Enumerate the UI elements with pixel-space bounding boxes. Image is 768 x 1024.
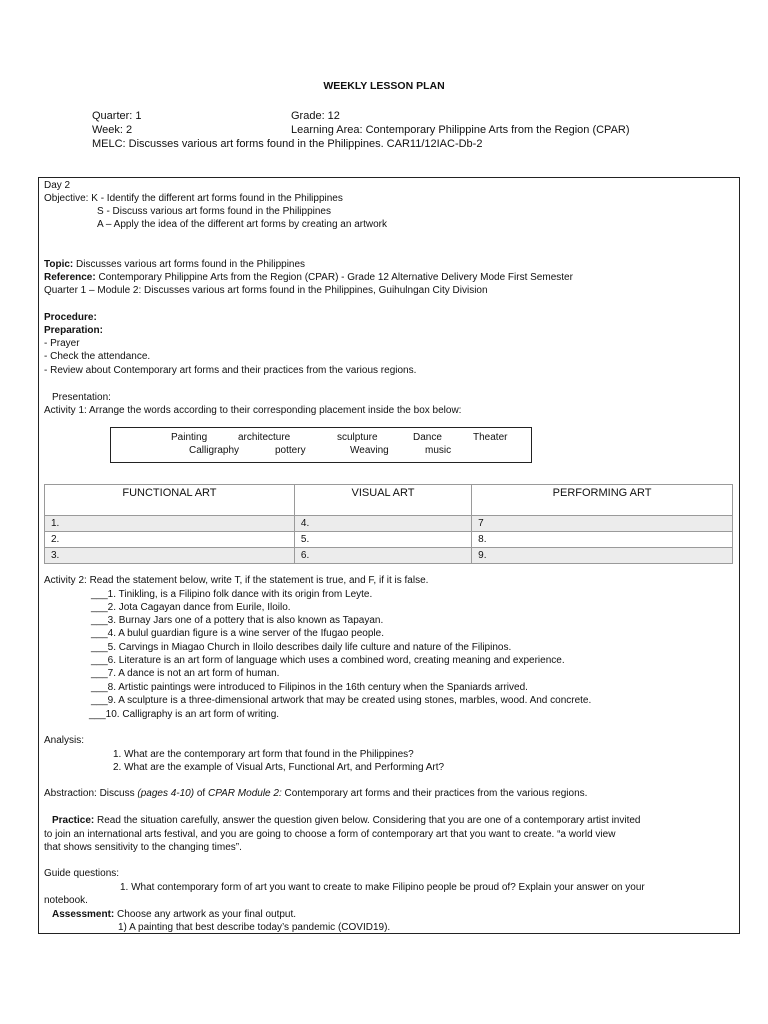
step-prayer: - Prayer (44, 338, 80, 349)
practice-label: Practice: (52, 815, 95, 826)
word-item: music (425, 445, 452, 456)
true-false-item: ___10. Calligraphy is an art form of writing. (89, 709, 280, 720)
practice-line-1 (52, 814, 641, 827)
word-item: Painting (171, 432, 208, 443)
table-row (45, 532, 733, 548)
word-item: Calligraphy (189, 445, 240, 456)
quarter-label: Quarter: 1 (92, 110, 142, 122)
table-cell[interactable]: 3. (45, 548, 295, 564)
word-item: Theater (473, 432, 508, 443)
true-false-item: ___9. A sculpture is a three-dimensional artwork that may be created using stones, marbles, wood. And concrete. (91, 695, 592, 706)
true-false-item: ___7. A dance is not an art form of human. (91, 668, 280, 679)
step-review: - Review about Contemporary art forms and their practices from the various regions. (44, 365, 417, 376)
table-row (45, 516, 733, 532)
table-cell[interactable]: 6. (294, 548, 471, 564)
assessment-label: Assessment: (52, 909, 115, 920)
objective-k: Objective: K - Identify the different art forms found in the Philippines (44, 193, 343, 204)
true-false-item: ___6. Literature is an art form of language which uses a combined word, creating meaning and experience. (91, 655, 565, 666)
guide-question-cont: notebook. (44, 895, 88, 906)
topic-line (44, 258, 305, 271)
word-item: pottery (275, 445, 306, 456)
abstraction-module: CPAR Module 2: (207, 788, 282, 799)
analysis-question: 2. What are the example of Visual Arts, Functional Art, and Performing Art? (113, 762, 445, 773)
practice-line-3: that shows sensitivity to the changing times”. (44, 842, 242, 853)
abstraction-of: of (194, 788, 208, 799)
document-title: WEEKLY LESSON PLAN (323, 80, 445, 92)
true-false-item: ___2. Jota Cagayan dance from Eurile, Iloilo. (91, 602, 291, 613)
word-item: sculpture (337, 432, 378, 443)
true-false-item: ___5. Carvings in Miagao Church in Iloilo describes daily life culture and nature of the Filipinos. (91, 642, 512, 653)
guide-question: 1. What contemporary form of art you want to create to make Filipino people be proud of? Explain your answer on your (120, 882, 645, 893)
learning-area-label: Learning Area: Contemporary Philippine Arts from the Region (CPAR) (291, 124, 630, 136)
procedure-label: Procedure: (44, 312, 97, 323)
header-visual-art: VISUAL ART (294, 485, 471, 516)
header-functional-art: FUNCTIONAL ART (45, 485, 295, 516)
abstraction-prefix: Abstraction: Discuss (44, 788, 138, 799)
reference-text: Contemporary Philippine Arts from the Region (CPAR) - Grade 12 Alternative Delivery Mode First Semester (95, 272, 573, 283)
word-item: Dance (413, 432, 442, 443)
true-false-item: ___8. Artistic paintings were introduced to Filipinos in the 16th century when the Spaniards arrived. (91, 682, 528, 693)
table-header-row (45, 485, 733, 516)
reference-line (44, 271, 573, 284)
abstraction-text: Contemporary art forms and their practices from the various regions. (281, 788, 588, 799)
practice-line-2: to join an international arts festival, and you are going to choose a form of contemporary art that you want to create. “a world view (44, 829, 616, 840)
table-cell[interactable]: 9. (472, 548, 733, 564)
word-bank-box (110, 427, 532, 463)
table-cell[interactable]: 8. (472, 532, 733, 548)
true-false-item: ___3. Burnay Jars one of a pottery that is also known as Tapayan. (91, 615, 384, 626)
header-performing-art: PERFORMING ART (472, 485, 733, 516)
objective-a: A – Apply the idea of the different art forms by creating an artwork (97, 219, 387, 230)
abstraction-line (44, 787, 587, 800)
table-cell[interactable]: 2. (45, 532, 295, 548)
art-forms-table (44, 484, 733, 564)
practice-text: Read the situation carefully, answer the question given below. Considering that you are one of a contemporary artist invited (94, 815, 641, 826)
analysis-question: 1. What are the contemporary art form that found in the Philippines? (113, 749, 414, 760)
word-item: Weaving (350, 445, 389, 456)
true-false-item: ___1. Tinikling, is a Filipino folk dance with its origin from Leyte. (91, 589, 373, 600)
topic-label: Topic: (44, 259, 74, 270)
abstraction-pages: (pages 4-10) (137, 788, 195, 799)
reference-line-2: Quarter 1 – Module 2: Discusses various art forms found in the Philippines, Guihulngan City Division (44, 285, 488, 296)
guide-questions-label: Guide questions: (44, 868, 120, 879)
week-label: Week: 2 (92, 124, 133, 136)
activity2-instruction: Activity 2: Read the statement below, write T, if the statement is true, and F, if it is false. (44, 575, 429, 586)
table-cell[interactable]: 4. (294, 516, 471, 532)
word-item: architecture (238, 432, 291, 443)
table-cell[interactable]: 7 (472, 516, 733, 532)
melc-label: MELC: Discusses various art forms found in the Philippines. CAR11/12IAC-Db-2 (92, 138, 483, 150)
assessment-item: 1) A painting that best describe today’s pandemic (COVID19). (118, 922, 391, 933)
assessment-line (52, 908, 296, 921)
step-attendance: - Check the attendance. (44, 351, 151, 362)
table-row (45, 548, 733, 564)
topic-text: Discusses various art forms found in the Philippines (73, 259, 306, 270)
true-false-item: ___4. A bulul guardian figure is a wine server of the Ifugao people. (91, 628, 384, 639)
table-cell[interactable]: 5. (294, 532, 471, 548)
preparation-label: Preparation: (44, 325, 103, 336)
activity1-instruction: Activity 1: Arrange the words according to their corresponding placement inside the box below: (44, 405, 462, 416)
objective-s: S - Discuss various art forms found in the Philippines (97, 206, 331, 217)
day-label: Day 2 (44, 180, 71, 191)
grade-label: Grade: 12 (291, 110, 340, 122)
reference-label: Reference: (44, 272, 96, 283)
assessment-text: Choose any artwork as your final output. (114, 909, 297, 920)
presentation-label: Presentation: (52, 392, 111, 403)
analysis-label: Analysis: (44, 735, 85, 746)
table-cell[interactable]: 1. (45, 516, 295, 532)
